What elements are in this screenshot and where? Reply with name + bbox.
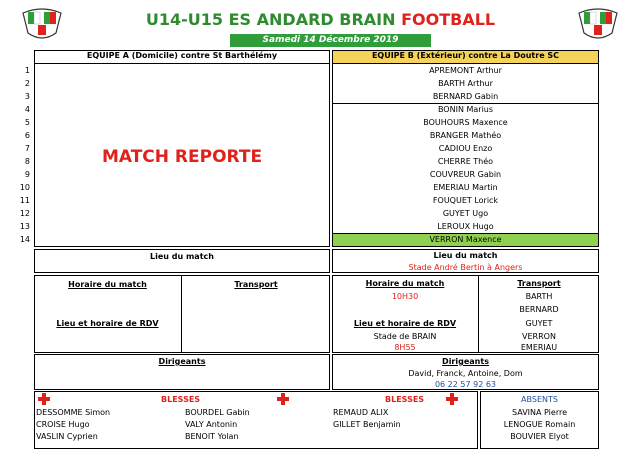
injured-player: BOURDEL Gabin bbox=[185, 408, 250, 417]
row-number: 10 bbox=[19, 183, 30, 192]
team-b-lieu-value: Stade André Bertin à Angers bbox=[408, 263, 523, 272]
team-a-lieu-label: Lieu du match bbox=[150, 252, 214, 261]
team-b-rdv-place: Stade de BRAIN bbox=[373, 332, 437, 341]
injured-player: GILLET Benjamin bbox=[333, 420, 401, 429]
injured-player: VALY Antonin bbox=[185, 420, 238, 429]
team-b-lieu-label: Lieu du match bbox=[433, 251, 498, 260]
red-cross-icon bbox=[445, 392, 459, 406]
team-b-horaire-label: Horaire du match bbox=[365, 279, 445, 288]
divider bbox=[34, 63, 330, 64]
page-title bbox=[0, 10, 641, 30]
team-a-dirigeants-label: Dirigeants bbox=[158, 357, 206, 366]
row-number: 12 bbox=[19, 209, 30, 218]
player-row: BARTH Arthur bbox=[438, 79, 493, 88]
team-b-horaire-value: 10H30 bbox=[391, 292, 419, 301]
title-part-1: U14-U15 bbox=[145, 10, 224, 29]
row-number: 1 bbox=[24, 66, 30, 75]
player-row: BERNARD Gabin bbox=[432, 92, 499, 101]
row-number: 14 bbox=[19, 235, 30, 244]
transport-item: BARTH bbox=[525, 292, 553, 301]
row-number: 11 bbox=[19, 196, 30, 205]
blesses-label: BLESSES bbox=[161, 395, 201, 404]
team-b-phone: 06 22 57 92 63 bbox=[434, 380, 497, 389]
player-row: CADIOU Enzo bbox=[438, 144, 493, 153]
team-b-rdv-label: Lieu et horaire de RDV bbox=[353, 319, 457, 328]
row-number: 5 bbox=[24, 118, 30, 127]
injured-player: VASLIN Cyprien bbox=[36, 432, 98, 441]
absent-player: SAVINA Pierre bbox=[512, 408, 567, 417]
team-b-dirigeants-value: David, Franck, Antoine, Dom bbox=[408, 369, 523, 378]
absent-player: LENOGUE Romain bbox=[503, 420, 576, 429]
team-a-header: EQUIPE A (Domicile) contre St Barthélémy bbox=[86, 51, 278, 60]
team-b-rdv-time: 8H55 bbox=[394, 343, 416, 352]
row-number: 8 bbox=[24, 157, 30, 166]
injured-player: REMAUD ALIX bbox=[333, 408, 389, 417]
player-row: APREMONT Arthur bbox=[429, 66, 502, 75]
transport-item: BERNARD bbox=[519, 305, 559, 314]
team-b-transport-label: Transport bbox=[517, 279, 561, 288]
row-number: 13 bbox=[19, 222, 30, 231]
transport-item: VERRON bbox=[522, 332, 556, 341]
team-a-horaire-label: Horaire du match bbox=[68, 280, 147, 289]
blesses-label: BLESSES bbox=[385, 395, 425, 404]
injured-player: DESSOMME Simon bbox=[36, 408, 111, 417]
player-row: BOUHOURS Maxence bbox=[423, 118, 508, 127]
player-row: CHERRE Théo bbox=[437, 157, 494, 166]
player-row: FOUQUET Lorick bbox=[432, 196, 499, 205]
title-part-3: FOOTBALL bbox=[401, 10, 496, 29]
player-row: LEROUX Hugo bbox=[437, 222, 494, 231]
row-number: 3 bbox=[24, 92, 30, 101]
team-a-transport-label: Transport bbox=[234, 280, 278, 289]
player-row: COUVREUR Gabin bbox=[429, 170, 502, 179]
match-status: MATCH REPORTE bbox=[101, 147, 263, 167]
red-cross-icon bbox=[276, 392, 290, 406]
title-part-2: ES ANDARD BRAIN bbox=[228, 10, 396, 29]
row-number: 6 bbox=[24, 131, 30, 140]
player-row: BRANGER Mathéo bbox=[429, 131, 502, 140]
transport-item: EMERIAU bbox=[520, 343, 558, 352]
absent-player: BOUVIER Elyot bbox=[510, 432, 569, 441]
transport-item: GUYET bbox=[525, 319, 553, 328]
row-number: 4 bbox=[24, 105, 30, 114]
team-a-rdv-label: Lieu et horaire de RDV bbox=[56, 319, 159, 328]
player-row: EMERIAU Martin bbox=[433, 183, 498, 192]
row-number: 9 bbox=[24, 170, 30, 179]
injured-player: CROISE Hugo bbox=[36, 420, 90, 429]
row-number: 7 bbox=[24, 144, 30, 153]
absents-label: ABSENTS bbox=[521, 395, 558, 404]
team-b-dirigeants-label: Dirigeants bbox=[442, 357, 489, 366]
injured-player: BENOIT Yolan bbox=[185, 432, 239, 441]
date-banner: Samedi 14 Décembre 2019 bbox=[230, 34, 431, 47]
red-cross-icon bbox=[37, 392, 51, 406]
row-number: 2 bbox=[24, 79, 30, 88]
player-row: GUYET Ugo bbox=[442, 209, 489, 218]
player-row-highlighted: VERRON Maxence bbox=[333, 234, 598, 246]
player-row: BONIN Marius bbox=[437, 105, 494, 114]
team-b-header: EQUIPE B (Extérieur) contre La Doutre SC bbox=[333, 51, 598, 63]
